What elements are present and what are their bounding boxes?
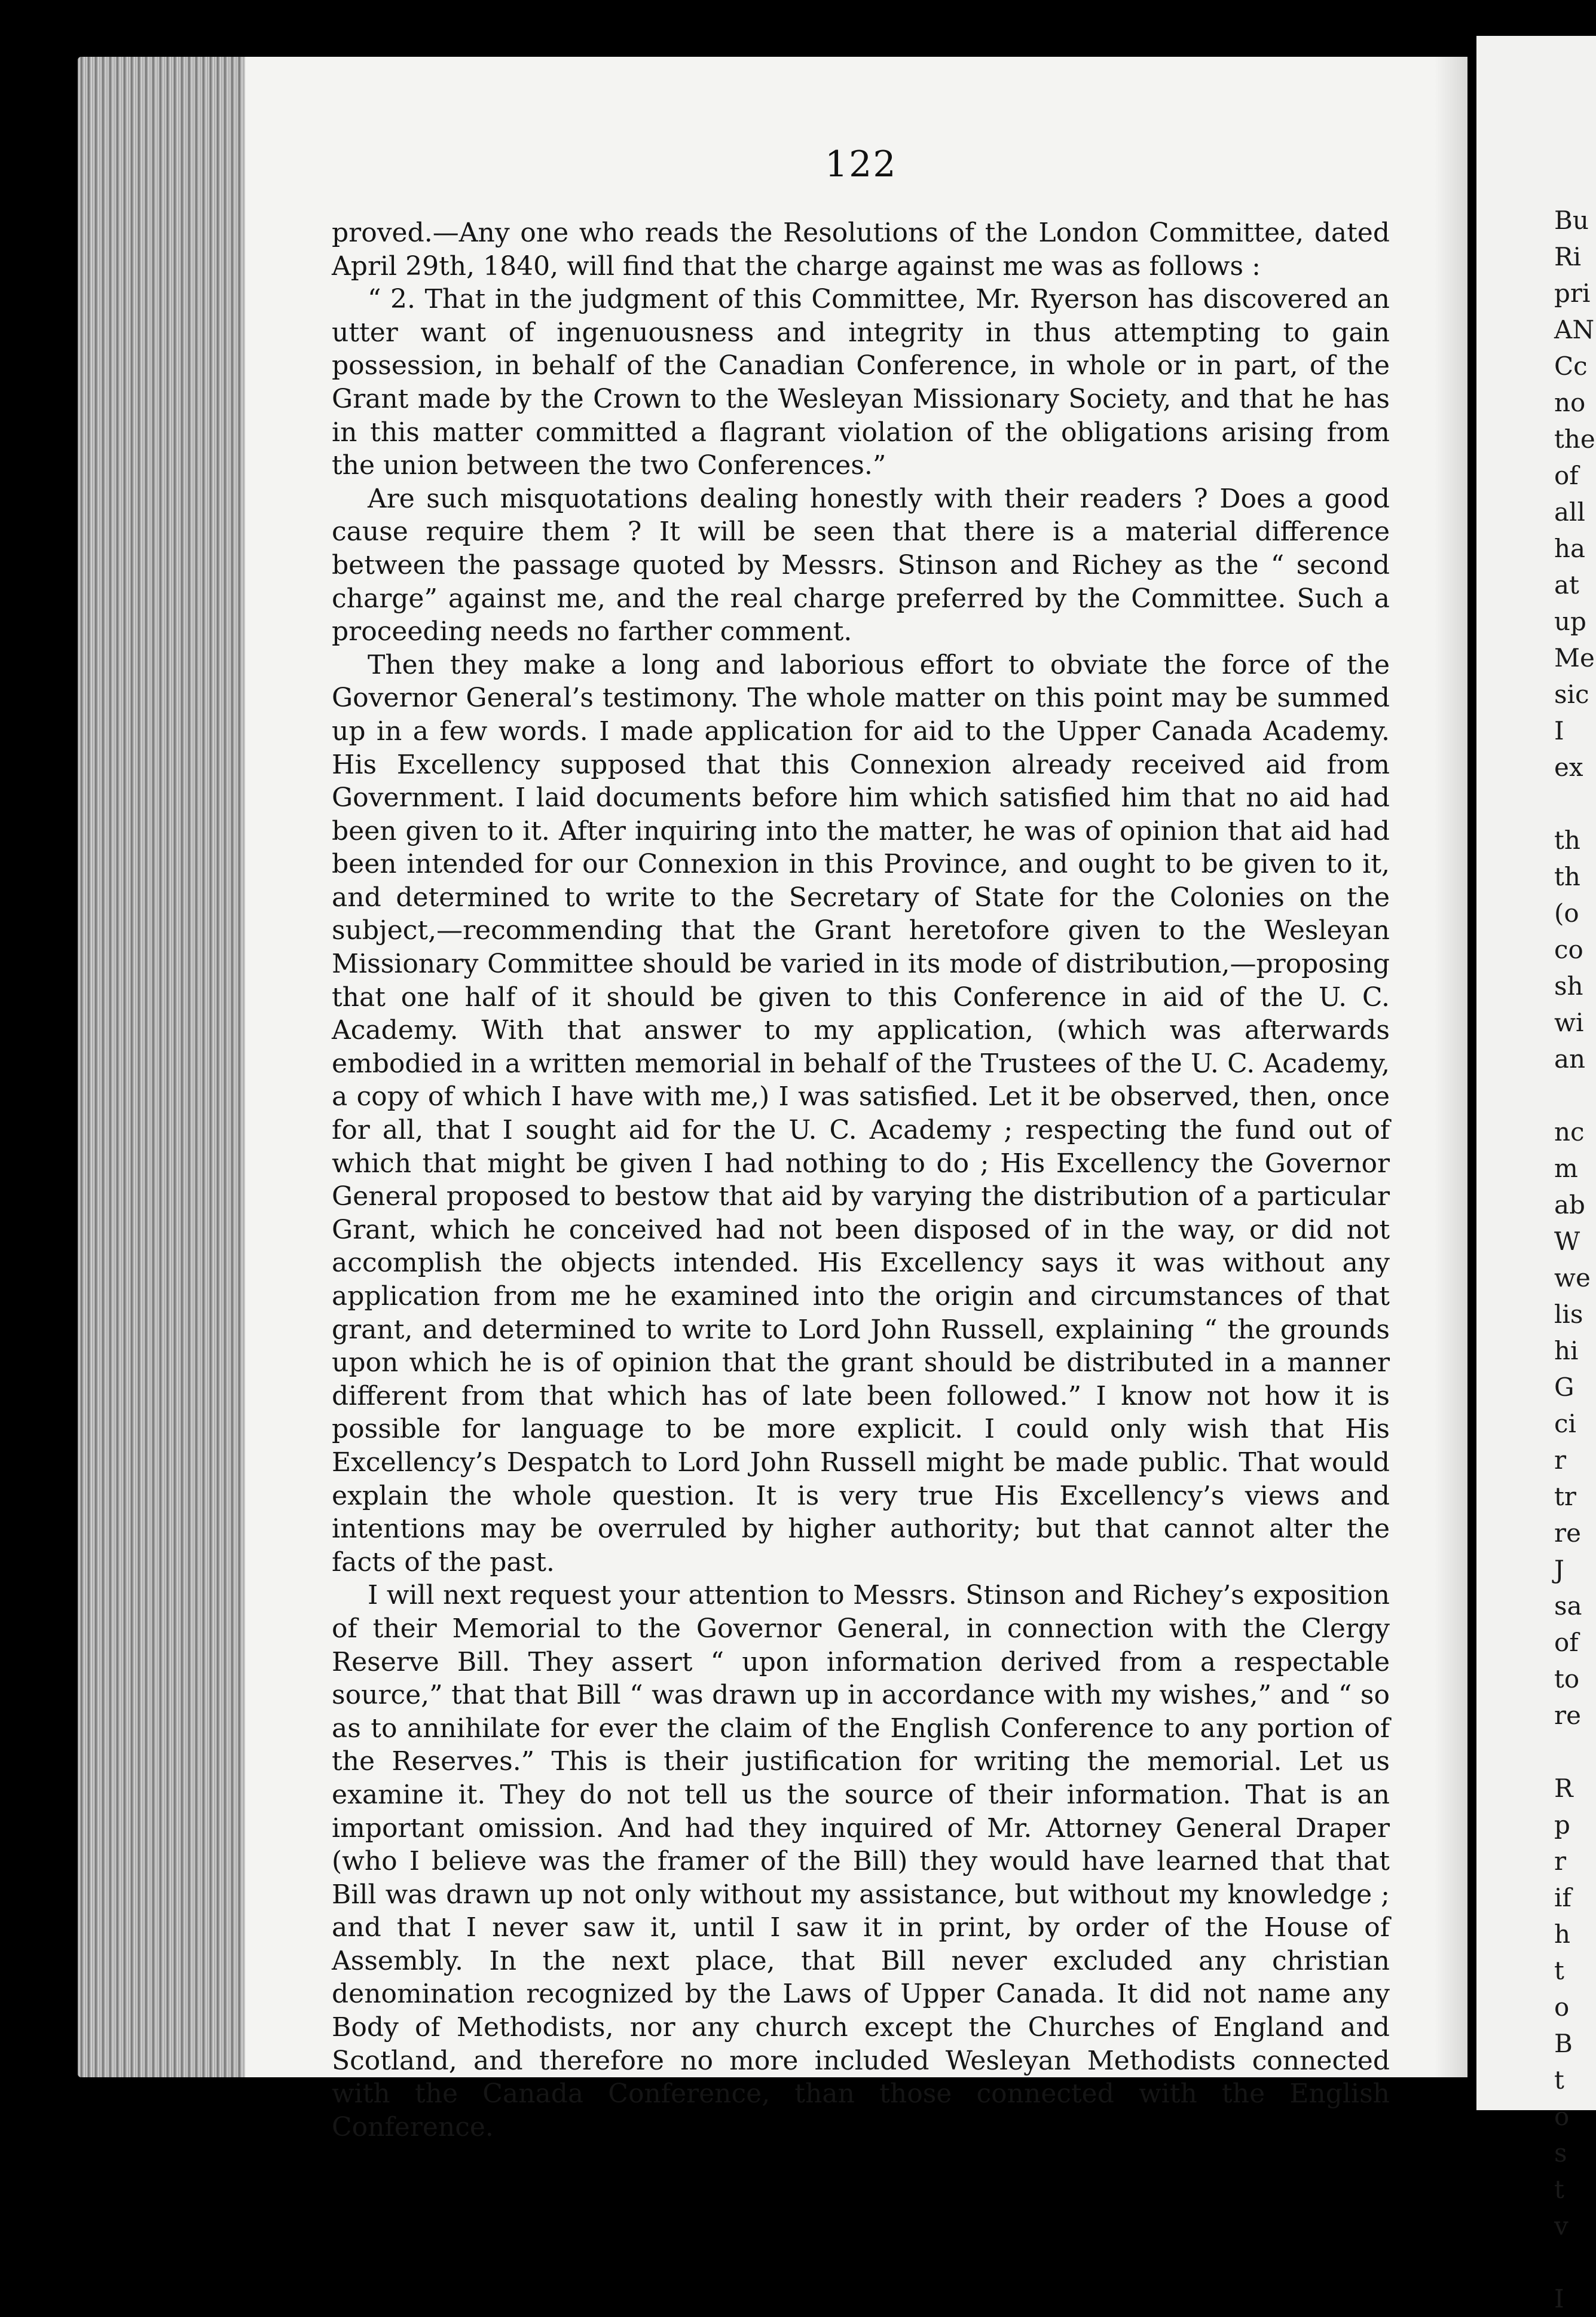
facing-page-fragment: h [1554, 1919, 1571, 1949]
facing-page-fragment: ha [1554, 534, 1586, 563]
facing-page-fragment: pri [1554, 279, 1591, 308]
facing-page-fragment: th [1554, 826, 1580, 855]
facing-page-fragment: th [1554, 862, 1580, 891]
facing-page-fragment: I [1554, 716, 1564, 745]
facing-page-fragment: of [1554, 461, 1579, 490]
facing-page-fragment: at [1554, 570, 1579, 600]
facing-page-fragment: G [1554, 1373, 1574, 1402]
facing-page-fragment: no [1554, 388, 1586, 417]
facing-page-fragment: re [1554, 1518, 1581, 1548]
facing-page-fragment: sa [1554, 1591, 1582, 1621]
facing-page-fragment: Bu [1554, 206, 1589, 235]
facing-page-fragment: m [1554, 1154, 1578, 1183]
page-stack-edge [78, 57, 245, 2077]
facing-page-fragment: t [1554, 2065, 1564, 2095]
facing-page-fragment: v [1554, 2211, 1569, 2240]
facing-page-fragment: R [1554, 1774, 1573, 1803]
facing-page-fragment: wi [1554, 1008, 1584, 1037]
facing-page-fragment: of [1554, 1628, 1579, 1657]
paragraph: Are such misquotations dealing honestly with their readers ? Does a good cause require them ? It will be seen that there is a material difference between the passage quoted by Messrs. Stinson and Richey as the “ second charge” against me, and the real charge preferred by the Committee. Such a proceeding needs no farther comment. [332, 483, 1390, 647]
body-text [332, 216, 1390, 2144]
facing-page-fragment: r [1554, 1445, 1567, 1475]
paragraph-quote: “ 2. That in the judgment of this Committee, Mr. Ryerson has discovered an utter want of ingenuousness and integrity in thus attempting to gain possession, in behalf of the Canadian Conference, in whole or in part, of the Grant made by the Crown to the Wesleyan Missionary Society, and that he has in this matter committed a flagrant violation of the obligations arising from the union between the two Conferences.” [332, 284, 1390, 481]
facing-page-fragment: nc [1554, 1117, 1585, 1147]
facing-page-fragment: W [1554, 1227, 1580, 1256]
facing-page-fragment: ab [1554, 1190, 1585, 1219]
facing-page-fragment: J [1554, 1555, 1564, 1584]
facing-page-fragment: B [1554, 2029, 1573, 2058]
paragraph-continuation: proved.—Any one who reads the Resolutions of the London Committee, dated April 29th, 1840, will find that the charge against me was as follows : [332, 218, 1390, 282]
facing-page-fragment: I [1554, 2284, 1564, 2313]
facing-page-fragment: the [1554, 424, 1595, 454]
facing-page-fragment: ci [1554, 1409, 1576, 1438]
facing-page-fragment: Cc [1554, 351, 1588, 381]
facing-page-fragment: (o [1554, 898, 1579, 928]
facing-page-fragment: tr [1554, 1482, 1576, 1511]
facing-page-fragment: o [1554, 1992, 1570, 2022]
facing-page-fragment: sic [1554, 680, 1589, 709]
facing-page-fragment: hi [1554, 1336, 1579, 1365]
facing-page-fragment: to [1554, 1664, 1580, 1694]
facing-page-fragment: sh [1554, 971, 1583, 1001]
facing-page-fragment: all [1554, 497, 1585, 527]
facing-page-fragment [1554, 785, 1590, 822]
page-number: 122 [825, 143, 897, 185]
facing-page-fragment: if [1554, 1883, 1571, 1912]
facing-page-fragment: s [1554, 2138, 1567, 2168]
facing-page-fragment: Ri [1554, 242, 1582, 271]
facing-page-fragment: t [1554, 1956, 1564, 1985]
facing-page-fragment: an [1554, 1044, 1586, 1074]
facing-page-fragment: Me [1554, 643, 1595, 673]
facing-page-fragment [1554, 1077, 1590, 1114]
facing-page-fragment: AN [1554, 315, 1595, 344]
facing-page-fragment: co [1554, 935, 1583, 964]
facing-page-text [1554, 202, 1595, 2317]
paragraph: Then they make a long and laborious effort to obviate the force of the Governor General’s testimony. The whole matter on this point may be summed up in a few words. I made application for aid to the Upper Canada Academy. His Excellency supposed that this Connexion already received aid from Government. I laid documents before him which satisfied him that no aid had been given to it. After inquiring into the matter, he was of opinion that aid had been intended for our Connexion in this Province, and ought to be given to it, and determined to write to the Secretary of State for the Colonies on the subject,—recommending that the Grant heretofore given to the Wesleyan Missionary Committee should be varied in its mode of distribution,—proposing that one half of it should be given to this Conference in aid of the U. C. Academy. With that answer to my application, (which was afterwards embodied in a written memorial in behalf of the Trustees of the U. C. Academy, a copy of which I have with me,) I was satisfied. Let it be observed, then, once for all, that I sought aid for the U. C. Academy ; respecting the fund out of which that might be given I had nothing to do ; His Excellency the Governor General proposed to bestow that aid by varying the distribution of a particular Grant, which he conceived had not been disposed of in the way, or did not accomplish the objects intended. His Excellency says it was without any application from me he examined into the origin and circumstances of that grant, and determined to write to Lord John Russell, explaining “ the grounds upon which he is of opinion that the grant should be distributed in a manner different from that which has of late been followed.” I know not how it is possible for language to be more explicit. I could only wish that His Excellency’s Despatch to Lord John Russell might be made public. That would explain the whole question. It is very true His Excellency’s views and intentions may be overruled by higher authority; but that cannot alter the facts of the past. [332, 649, 1390, 1578]
paragraph: I will next request your attention to Messrs. Stinson and Richey’s exposition of their Memorial to the Governor General, in connection with the Clergy Reserve Bill. They assert “ upon information derived from a respectable source,” that that Bill “ was drawn up in accordance with my wishes,” and “ so as to annihilate for ever the claim of the English Conference to any portion of the Reserves.” This is their justification for writing the memorial. Let us examine it. They do not tell us the source of their information. That is an important omission. And had they inquired of Mr. Attorney General Draper (who I believe was the framer of the Bill) they would have learned that that Bill was drawn up not only without my assistance, but without my knowledge ; and that I never saw it, until I saw it in print, by order of the House of Assembly. In the next place, that Bill never excluded any christian denomination recognized by the Laws of Upper Canada. It did not name any Body of Methodists, nor any church except the Churches of England and Scotland, and therefore no more included Wesleyan Methodists connected with the Canada Conference, than those connected with the English Conference. [332, 1580, 1390, 2142]
facing-page-fragment: lis [1554, 1300, 1583, 1329]
facing-page-fragment: o [1554, 2102, 1570, 2131]
facing-page-fragment: up [1554, 607, 1586, 636]
book-gutter [1435, 57, 1467, 2077]
facing-page-fragment: re [1554, 1701, 1581, 1730]
facing-page-fragment: we [1554, 1263, 1591, 1292]
facing-page-fragment [1554, 2244, 1590, 2281]
facing-page-fragment: t [1554, 2175, 1564, 2204]
facing-page-fragment: r [1554, 1847, 1567, 1876]
facing-page-fragment: p [1554, 1810, 1570, 1839]
facing-page-fragment: ex [1554, 753, 1583, 782]
facing-page-fragment [1554, 1734, 1590, 1770]
